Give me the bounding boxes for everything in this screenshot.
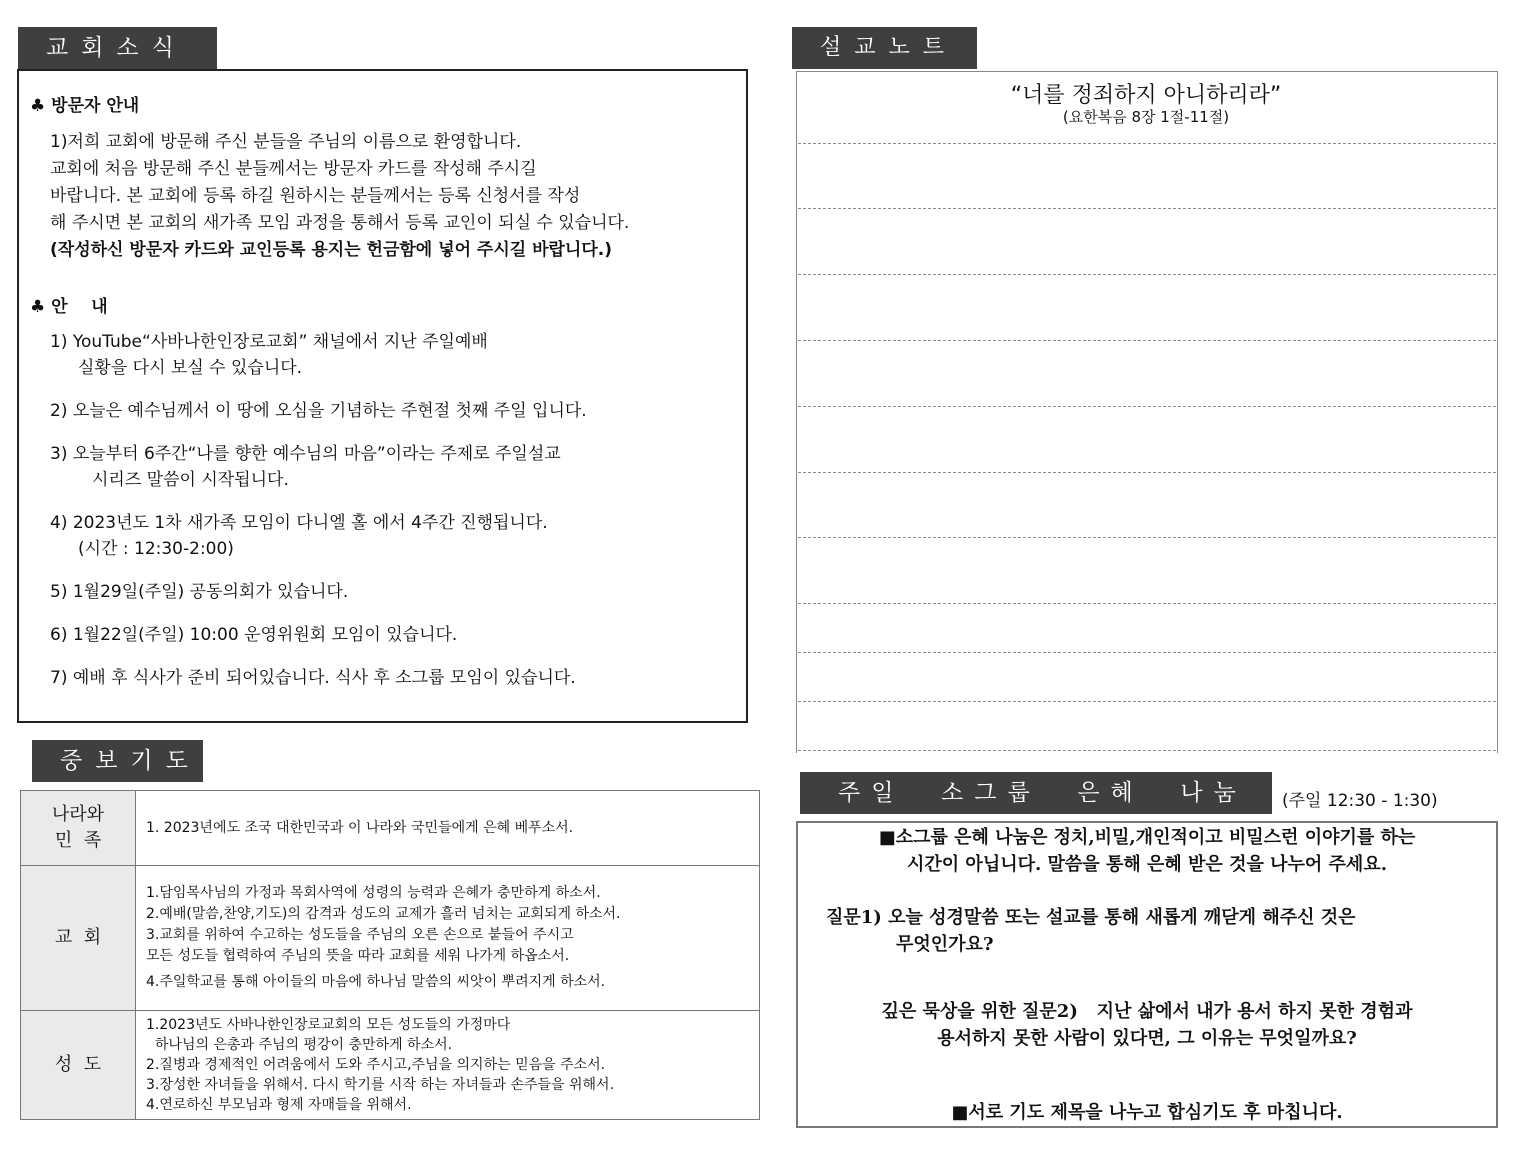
smallgroup-closing: ■서로 기도 제목을 나누고 합심기도 후 마칩니다. <box>951 1102 1343 1123</box>
notice-item-cont: (시간 : 12:30-2:00) <box>78 539 234 559</box>
news-header: 교회소식 <box>18 27 217 69</box>
prayer-category <box>21 866 136 1011</box>
prayer-line: 하나님의 은총과 주님의 평강이 충만하게 하소서. <box>146 1037 453 1053</box>
prayer-line: 1. 2023년에도 조국 대한민국과 이 나라와 국민들에게 은혜 베푸소서. <box>146 819 574 836</box>
sermon-note-box <box>796 71 1498 753</box>
prayer-line: 2.예배(말씀,찬양,기도)의 감격과 성도의 교제가 흘러 넘치는 교회되게 하소서. <box>146 906 621 922</box>
notice-item: 4) 2023년도 1차 새가족 모임이 다니엘 홀 에서 4주간 진행됩니다. <box>50 513 548 533</box>
smallgroup-question: 깊은 묵상을 위한 질문2) 지난 삶에서 내가 용서 하지 못한 경험과 <box>881 1001 1413 1022</box>
prayer-line: 3.장성한 자녀들을 위해서. 다시 학기를 시작 하는 자녀들과 손주들을 위해서. <box>146 1077 615 1093</box>
prayer-table <box>20 790 760 1120</box>
notice-item-cont: 실황을 다시 보실 수 있습니다. <box>78 358 303 378</box>
notice-item: 5) 1월29일(주일) 공동의회가 있습니다. <box>50 582 349 602</box>
smallgroup-question-cont: 무엇인가요? <box>896 934 994 955</box>
prayer-line: 4.주일학교를 통해 아이들의 마음에 하나님 말씀의 씨앗이 뿌려지게 하소서. <box>146 974 606 990</box>
prayer-line: 1.담임목사님의 가정과 목회사역에 성령의 능력과 은혜가 충만하게 하소서. <box>146 885 601 901</box>
visitor-line: 바랍니다. 본 교회에 등록 하길 원하시는 분들께서는 등록 신청서를 작성 <box>50 186 581 206</box>
note-line <box>798 406 1496 407</box>
visitor-line: 1)저희 교회에 방문해 주신 분들을 주님의 이름으로 환영합니다. <box>50 132 522 152</box>
prayer-text <box>136 866 760 1011</box>
table-row <box>21 1011 760 1120</box>
table-row <box>21 791 760 866</box>
prayer-line: 모든 성도들 협력하여 주님의 뜻을 따라 교회를 세워 나가게 하옵소서. <box>146 948 570 964</box>
prayer-line: 1.2023년도 사바나한인장로교회의 모든 성도들의 가정마다 <box>146 1017 511 1033</box>
visitor-line: 해 주시면 본 교회의 새가족 모임 과정을 통해서 등록 교인이 되실 수 있습니다. <box>50 213 630 233</box>
prayer-header: 중보기도 <box>32 740 203 782</box>
sermon-header: 설교노트 <box>792 27 977 69</box>
note-line <box>798 652 1496 653</box>
smallgroup-question: 질문1) 오늘 성경말씀 또는 설교를 통해 새롭게 깨닫게 해주신 것은 <box>826 907 1356 928</box>
smallgroup-line: 시간이 아닙니다. 말씀을 통해 은혜 받은 것을 나누어 주세요. <box>907 854 1387 875</box>
prayer-category <box>21 791 136 866</box>
note-line <box>798 208 1496 209</box>
visitor-note: (작성하신 방문자 카드와 교인등록 용지는 헌금함에 넣어 주시길 바랍니다.) <box>50 240 613 260</box>
notice-item: 1) YouTube“사바나한인장로교회” 채널에서 지난 주일예배 <box>50 332 488 352</box>
category-line: 성 도 <box>54 1054 102 1075</box>
note-line <box>798 472 1496 473</box>
category-line: 민 족 <box>54 830 102 851</box>
smallgroup-question-cont: 용서하지 못한 사람이 있다면, 그 이유는 무엇일까요? <box>937 1028 1357 1049</box>
sermon-title: “너를 정죄하지 아니하리라” <box>1010 83 1282 108</box>
prayer-text <box>136 791 760 866</box>
prayer-category <box>21 1011 136 1120</box>
prayer-text <box>136 1011 760 1120</box>
note-line <box>798 701 1496 702</box>
table-row <box>21 866 760 1011</box>
prayer-line: 3.교회를 위하여 수고하는 성도들을 주님의 오른 손으로 붙들어 주시고 <box>146 927 574 943</box>
smallgroup-line: ■소그룹 은혜 나눔은 정치,비밀,개인적이고 비밀스런 이야기를 하는 <box>878 827 1416 848</box>
category-line: 나라와 <box>51 804 105 825</box>
notice-item-cont: 시리즈 말씀이 시작됩니다. <box>92 470 289 490</box>
smallgroup-header: 주일 소그룹 은혜 나눔 <box>800 772 1272 814</box>
prayer-line: 2.질병과 경제적인 어려움에서 도와 주시고,주님을 의지하는 믿음을 주소서. <box>146 1057 606 1073</box>
notice-item: 7) 예배 후 식사가 준비 되어있습니다. 식사 후 소그룹 모임이 있습니다. <box>50 668 576 688</box>
note-line <box>798 537 1496 538</box>
notice-title: ♣ 안 내 <box>30 297 108 317</box>
notice-item: 2) 오늘은 예수님께서 이 땅에 오심을 기념하는 주현절 첫째 주일 입니다. <box>50 401 587 421</box>
prayer-line: 4.연로하신 부모님과 형제 자매들을 위해서. <box>146 1097 412 1113</box>
note-line <box>798 340 1496 341</box>
note-line <box>798 750 1496 751</box>
notice-item: 6) 1월22일(주일) 10:00 운영위원회 모임이 있습니다. <box>50 625 458 645</box>
category-line: 교 회 <box>54 927 102 948</box>
smallgroup-time: (주일 12:30 - 1:30) <box>1282 791 1438 811</box>
visitor-title: ♣ 방문자 안내 <box>30 96 140 116</box>
note-line <box>798 603 1496 604</box>
notice-item: 3) 오늘부터 6주간“나를 향한 예수님의 마음”이라는 주제로 주일설교 <box>50 444 561 464</box>
note-line <box>798 143 1496 144</box>
note-line <box>798 274 1496 275</box>
sermon-reference: (요한복음 8장 1절-11절) <box>1062 108 1230 126</box>
visitor-line: 교회에 처음 방문해 주신 분들께서는 방문자 카드를 작성해 주시길 <box>50 159 537 179</box>
